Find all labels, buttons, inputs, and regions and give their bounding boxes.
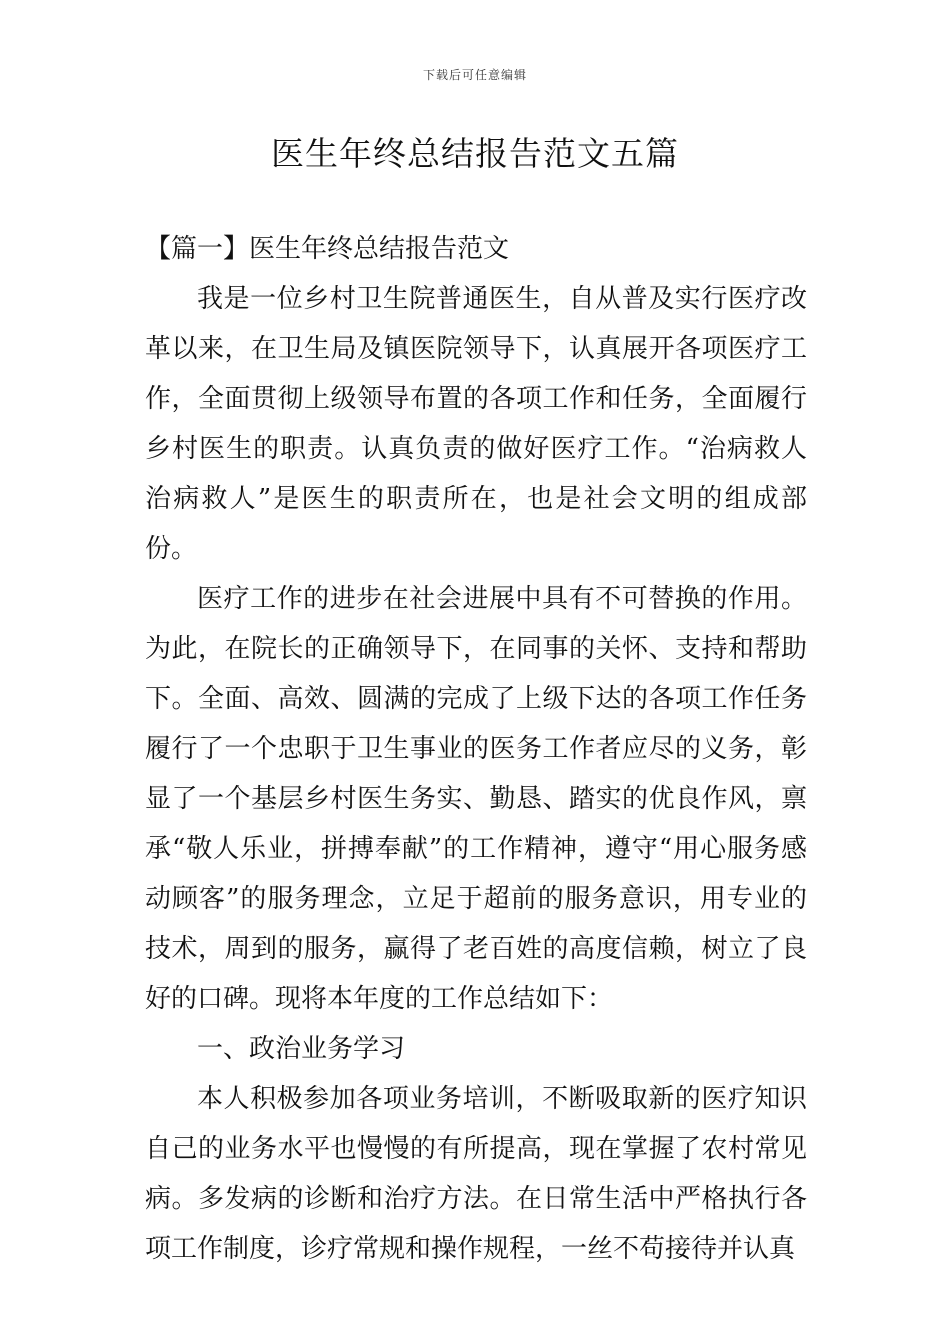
document-body xyxy=(145,224,807,1274)
subheading-political-study: 一、政治业务学习 xyxy=(197,1034,406,1064)
paragraph-intro: 我是一位乡村卫生院普通医生，自从普及实行医疗改革以来，在卫生局及镇医院领导下，认真展开各项医疗工作，全面贯彻上级领导布置的各项工作和任务，全面履行乡村医生的职责。认真负责的做好医疗工作。“治病救人治病救人”是医生的职责所在，也是社会文明的组成部份。 xyxy=(145,284,807,564)
document-title: 医生年终总结报告范文五篇 xyxy=(271,134,679,173)
section-heading: 【篇一】医生年终总结报告范文 xyxy=(145,234,510,264)
paragraph-training: 本人积极参加各项业务培训，不断吸取新的医疗知识自己的业务水平也慢慢的有所提高，现在掌握了农村常见病。多发病的诊断和治疗方法。在日常生活中严格执行各项工作制度，诊疗常规和操作规程，一丝不苟接待并认真 xyxy=(145,1084,807,1264)
paragraph-progress: 医疗工作的进步在社会进展中具有不可替换的作用。为此，在院长的正确领导下，在同事的关怀、支持和帮助下。全面、高效、圆满的完成了上级下达的各项工作任务履行了一个忠职于卫生事业的医务工作者应尽的义务，彰显了一个基层乡村医生务实、勤恳、踏实的优良作风，禀承“敬人乐业，拼搏奉献”的工作精神，遵守“用心服务感动顾客”的服务理念，立足于超前的服务意识，用专业的技术，周到的服务，赢得了老百姓的高度信赖，树立了良好的口碑。现将本年度的工作总结如下： xyxy=(145,584,807,1014)
header-note: 下载后可任意编辑 xyxy=(422,68,527,82)
